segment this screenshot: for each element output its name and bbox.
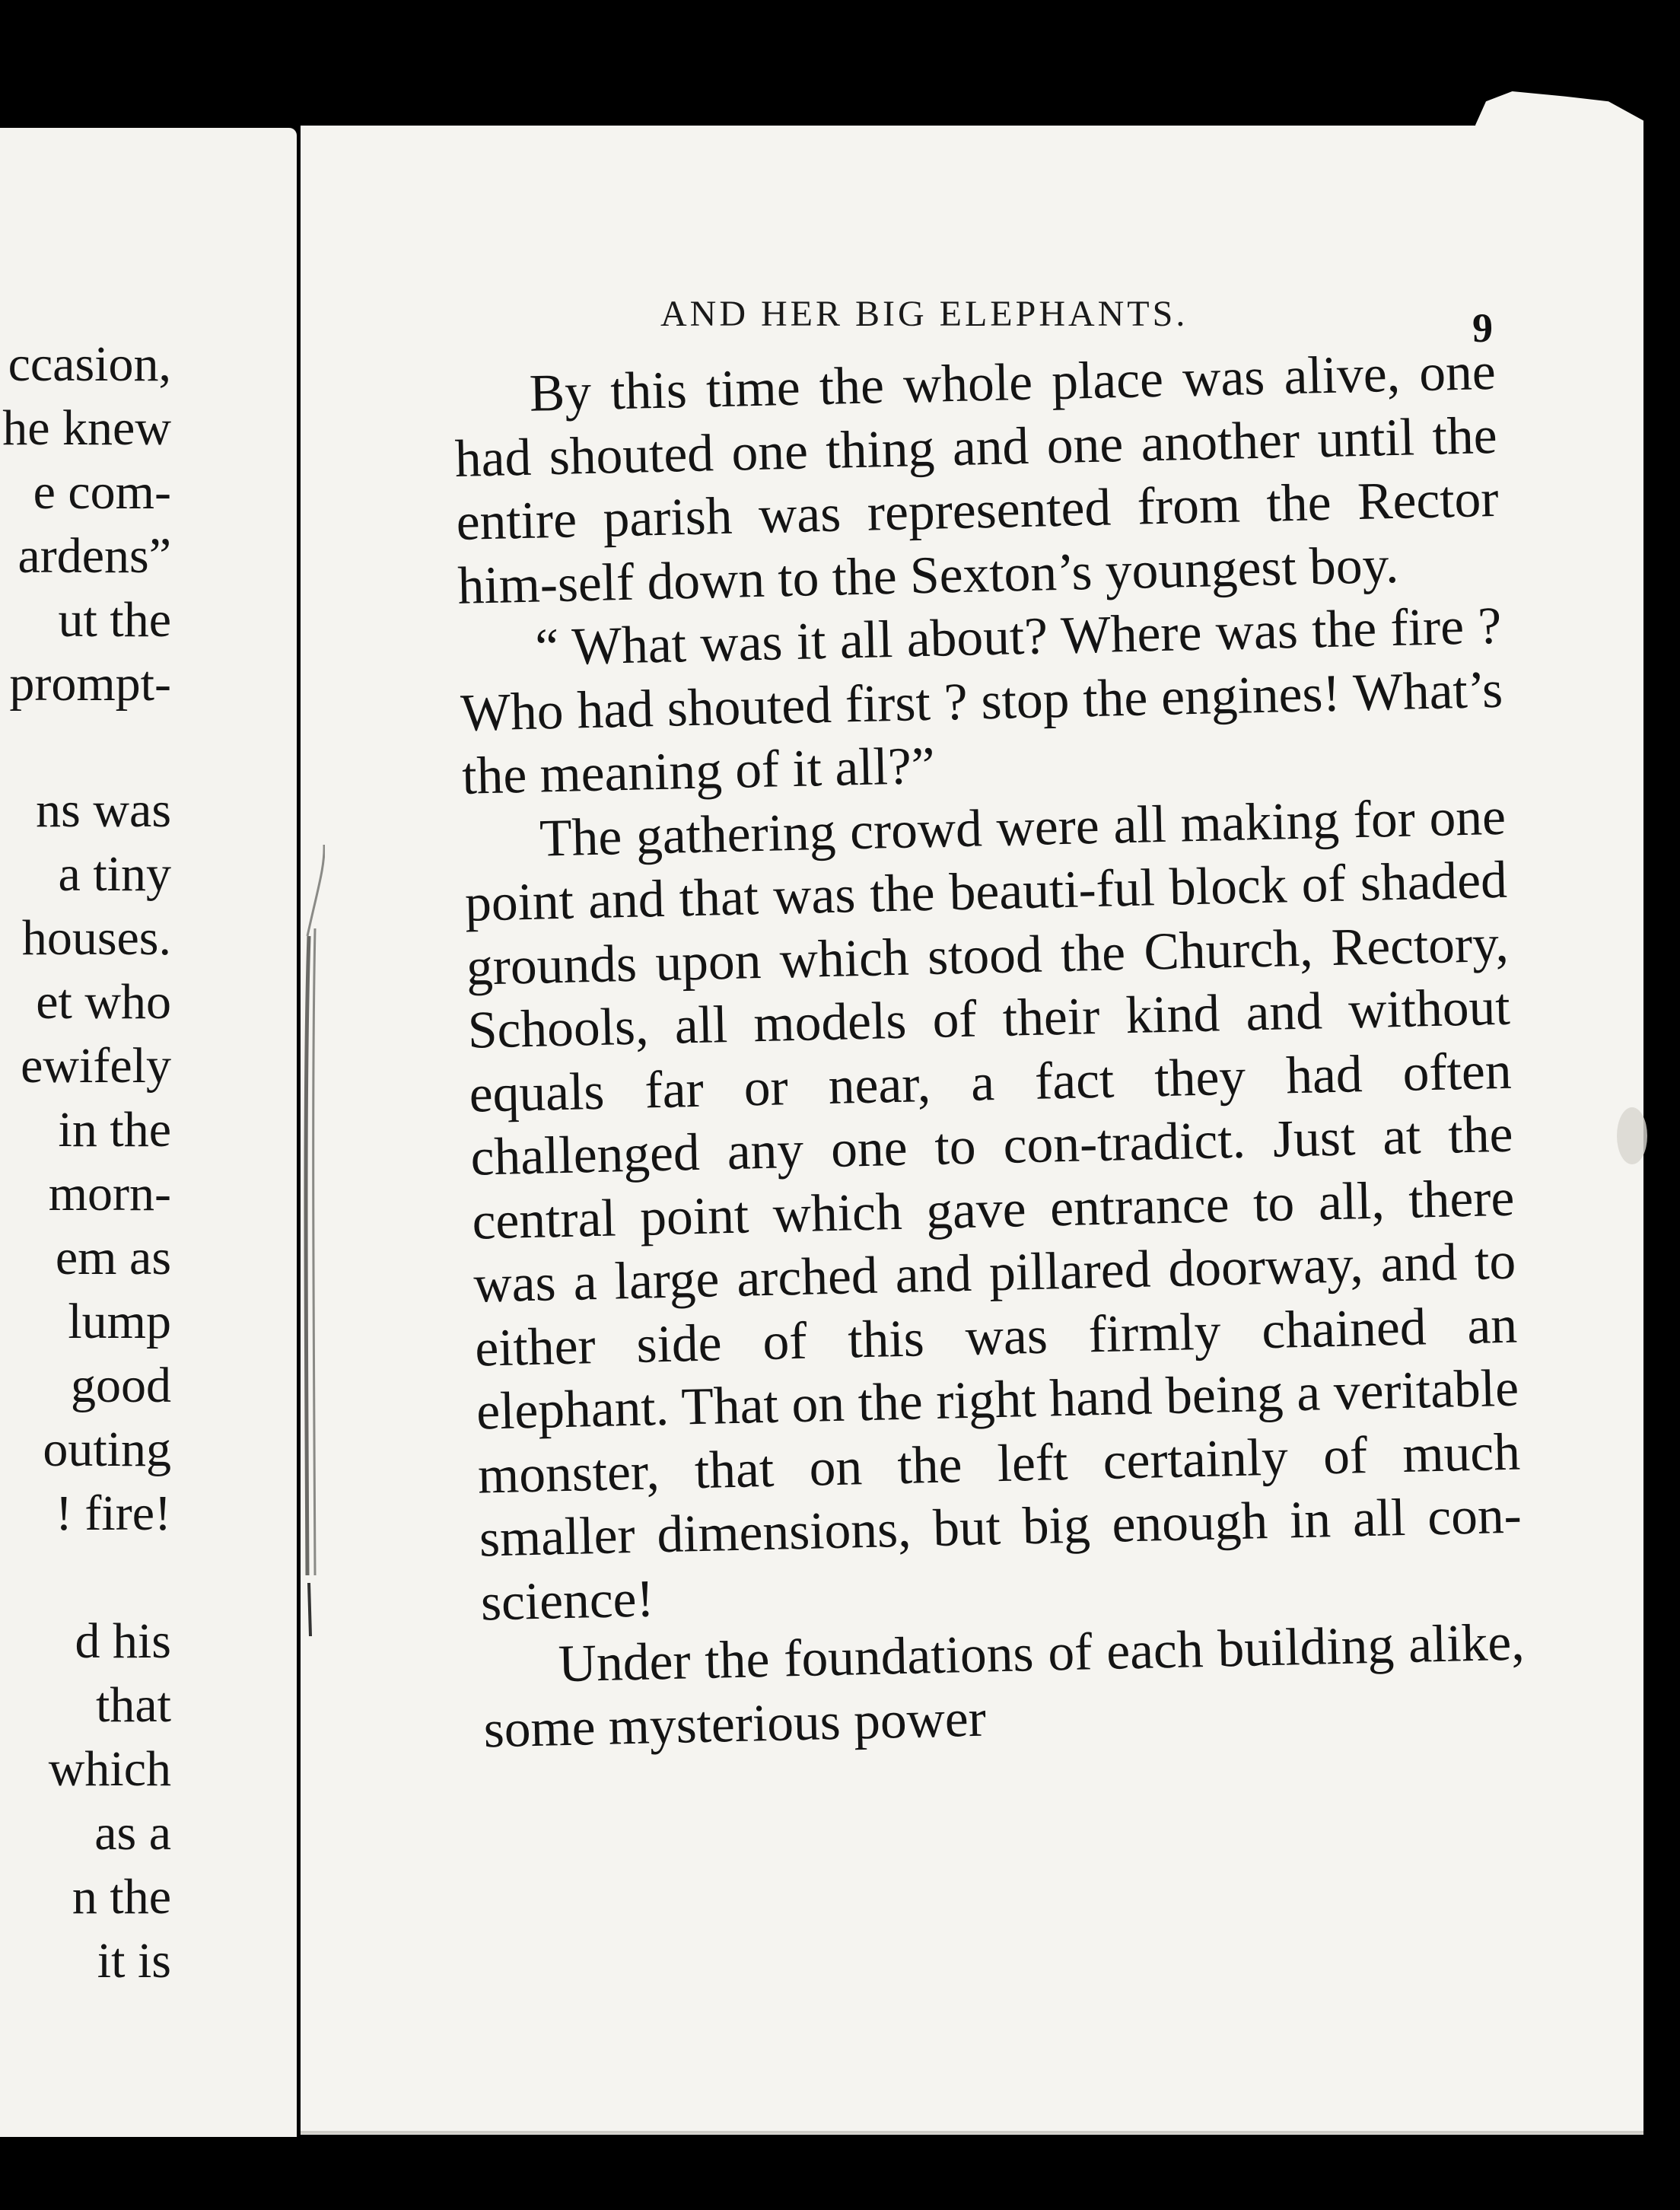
paragraph: By this time the whole place was alive, one had shouted one thing and one another until the entire parish was represented from the Rector him-self down to the Sexton’s youngest boy. — [453, 342, 1500, 616]
left-page-line: n the — [72, 1869, 171, 1925]
left-page-line: ewifely — [21, 1038, 171, 1094]
left-page-line: a tiny — [58, 846, 171, 902]
left-page-line: good — [71, 1358, 171, 1413]
left-page-line: he knew — [2, 400, 171, 456]
left-page-line: outing — [43, 1422, 171, 1477]
left-page-line: houses. — [21, 910, 171, 966]
left-page-line: it is — [97, 1933, 171, 1989]
left-page-line: prompt- — [9, 656, 171, 712]
page-edge — [301, 2131, 1643, 2134]
paragraph: Under the foundations of each building alike, some mysterious power — [482, 1613, 1526, 1759]
left-page-line: ccasion, — [8, 336, 171, 392]
left-page-line: et who — [36, 974, 171, 1030]
torn-corner — [1468, 91, 1643, 175]
left-page-line: d his — [75, 1613, 171, 1669]
left-page-line: in the — [58, 1102, 171, 1158]
left-page-line: lump — [68, 1294, 171, 1349]
left-page-line: ut the — [58, 592, 171, 648]
left-page-line: em as — [55, 1230, 171, 1285]
left-page-line: which — [48, 1741, 171, 1797]
left-page-line: e com- — [33, 464, 171, 520]
left-page-line: as a — [94, 1805, 171, 1861]
left-page-line: ! fire! — [55, 1486, 171, 1541]
paper-smudge — [1617, 1107, 1647, 1164]
left-page-line: ns was — [36, 782, 171, 838]
left-page-fragment — [0, 128, 297, 2137]
page-number: 9 — [1472, 305, 1493, 351]
left-page-line: morn- — [48, 1166, 171, 1221]
running-title: AND HER BIG ELEPHANTS. — [660, 294, 1188, 334]
binding-thread-icon — [298, 845, 325, 1636]
body-text — [453, 340, 1526, 1762]
paragraph: “ What was it all about? Where was the fire ? Who had shouted first ? stop the engines! What’s the meaning of it all?” — [460, 596, 1503, 806]
left-page-line: that — [96, 1677, 171, 1733]
paragraph: The gathering crowd were all making for one point and that was the beauti-ful block of shaded grounds upon which stood the Church, Rectory, Schools, all models of their kind and without equals far or near, a fact they had often challenged any one to con-tradict. Just at the central point which gave entrance to all, there was a large arched and pillared doorway, and to either side of this was firmly chained an elephant. That on the right hand being a veritable monster, that on the left certainly of much smaller dimensions, but big enough in all con-science! — [464, 787, 1522, 1632]
left-page-line: ardens” — [18, 528, 171, 584]
